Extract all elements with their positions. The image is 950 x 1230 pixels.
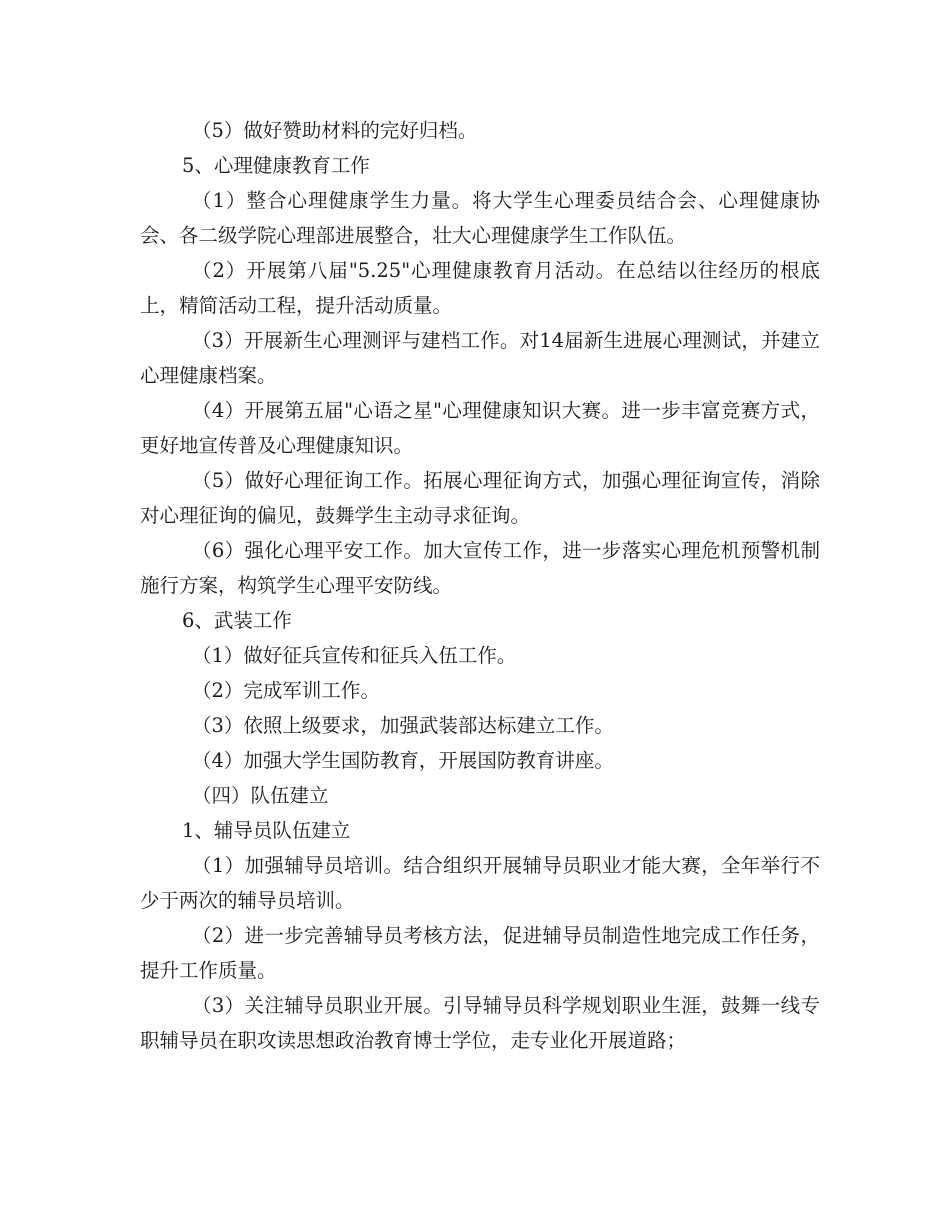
paragraph: （5）做好心理征询工作。拓展心理征询方式，加强心理征询宣传，消除对心理征询的偏见，鼓舞学生主动寻求征询。 bbox=[140, 469, 820, 527]
paragraph: （5）做好赞助材料的完好归档。 bbox=[192, 119, 478, 142]
paragraph: （2）开展第八届"5.25"心理健康教育月活动。在总结以往经历的根底上，精简活动工程，提升活动质量。 bbox=[140, 259, 820, 317]
paragraph: （3）开展新生心理测评与建档工作。对14届新生进展心理测试，并建立心理健康档案。 bbox=[140, 329, 820, 387]
section-heading: （四）队伍建立 bbox=[192, 784, 329, 807]
paragraph: （2）进一步完善辅导员考核方法，促进辅导员制造性地完成工作任务，提升工作质量。 bbox=[140, 924, 820, 982]
paragraph: （4）开展第五届"心语之星"心理健康知识大赛。进一步丰富竞赛方式，更好地宣传普及心理健康知识。 bbox=[140, 399, 820, 457]
paragraph: （1）整合心理健康学生力量。将大学生心理委员结合会、心理健康协会、各二级学院心理部进展整合，壮大心理健康学生工作队伍。 bbox=[140, 189, 820, 247]
document-body bbox=[140, 113, 820, 1058]
paragraph: （1）加强辅导员培训。结合组织开展辅导员职业才能大赛，全年举行不少于两次的辅导员培训。 bbox=[140, 854, 820, 912]
section-heading: 1、辅导员队伍建立 bbox=[182, 819, 351, 842]
paragraph: （6）强化心理平安工作。加大宣传工作，进一步落实心理危机预警机制施行方案，构筑学生心理平安防线。 bbox=[140, 539, 820, 597]
paragraph: （3）依照上级要求，加强武装部达标建立工作。 bbox=[192, 714, 614, 737]
paragraph: （1）做好征兵宣传和征兵入伍工作。 bbox=[192, 644, 517, 667]
section-heading: 5、心理健康教育工作 bbox=[182, 154, 370, 177]
section-heading: 6、武装工作 bbox=[182, 609, 292, 632]
paragraph: （3）关注辅导员职业开展。引导辅导员科学规划职业生涯，鼓舞一线专职辅导员在职攻读思想政治教育博士学位，走专业化开展道路； bbox=[140, 994, 820, 1052]
paragraph: （4）加强大学生国防教育，开展国防教育讲座。 bbox=[192, 749, 614, 772]
paragraph: （2）完成军训工作。 bbox=[192, 679, 380, 702]
